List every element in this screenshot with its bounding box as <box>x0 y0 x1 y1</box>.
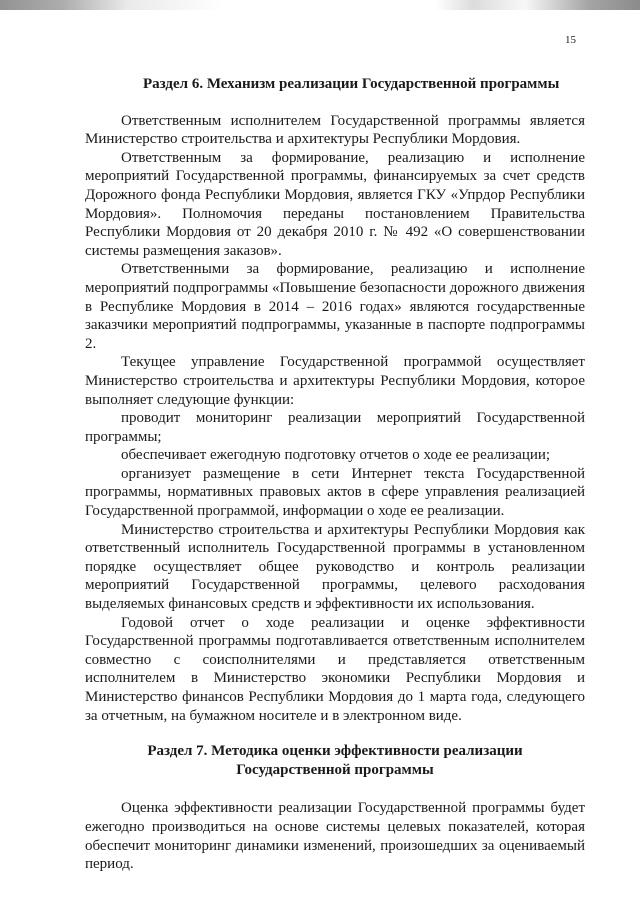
page-number: 15 <box>565 34 576 46</box>
section-6-paragraph: Министерство строительства и архитектуры Республики Мордовия как ответственный исполнитель Государственной программы в установленном порядке осуществляет общее руководство и контроль реализации мероприятий Государственной программы, целевого расходования выделяемых финансовых средств и эффективности их использования. <box>85 521 585 613</box>
function-list-item: проводит мониторинг реализации мероприятий Государственной программы; <box>85 410 585 445</box>
section-7-title-line: Раздел 7. Методика оценки эффективности реализации <box>147 743 523 760</box>
section-6-paragraph: Ответственным за формирование, реализацию и исполнение мероприятий Государственной программы, финансируемых за счет средств Дорожного фонда Республики Мордовия, является ГКУ «Упрдор Республики Мордовия». Полномочия переданы постановлением Правительства Республики Мордовия от 20 декабря 2010 г. № 492 «О совершенствовании системы размещения заказов». <box>85 149 585 259</box>
section-6-paragraph: Текущее управление Государственной программой осуществляет Министерство строительства и архитектуры Республики Мордовия, которое выполняет следующие функции: <box>85 354 585 408</box>
section-6-paragraph: Ответственными за формирование, реализацию и исполнение мероприятий подпрограммы «Повышение безопасности дорожного движения в Республике Мордовия в 2014 – 2016 годах» являются государственные заказчики мероприятий подпрограммы, указанные в паспорте подпрограммы 2. <box>85 261 585 352</box>
function-list-item: организует размещение в сети Интернет текста Государственной программы, нормативных правовых актов в сфере управления реализацией Государственной программой, информации о ходе ее реализации. <box>85 465 585 520</box>
section-6-title: Раздел 6. Механизм реализации Государственной программы <box>143 76 560 92</box>
section-6-paragraph: Ответственным исполнителем Государственной программы является Министерство строительства и архитектуры Республики Мордовия. <box>85 112 585 148</box>
section-7-paragraph: Оценка эффективности реализации Государственной программы будет ежегодно производиться на основе системы целевых показателей, которая обеспечит мониторинг динамики изменений, произошедших за оцениваемый период. <box>85 800 585 873</box>
section-6-paragraph: Годовой отчет о ходе реализации и оценке эффективности Государственной программы подготавливается ответственным исполнителем совместно с соисполнителями и представляется ответственным исполнителем в Министерство экономики Республики Мордовия и Министерство финансов Республики Мордовия до 1 марта года, следующего за отчетным, на бумажном носителе и в электронном виде. <box>85 614 585 724</box>
section-7-title <box>85 742 585 779</box>
scan-edge-artifact <box>0 0 640 10</box>
section-7-title-line: Государственной программы <box>236 761 434 778</box>
function-list-item: обеспечивает ежегодную подготовку отчетов о ходе ее реализации; <box>121 447 551 464</box>
document-body <box>85 75 585 874</box>
